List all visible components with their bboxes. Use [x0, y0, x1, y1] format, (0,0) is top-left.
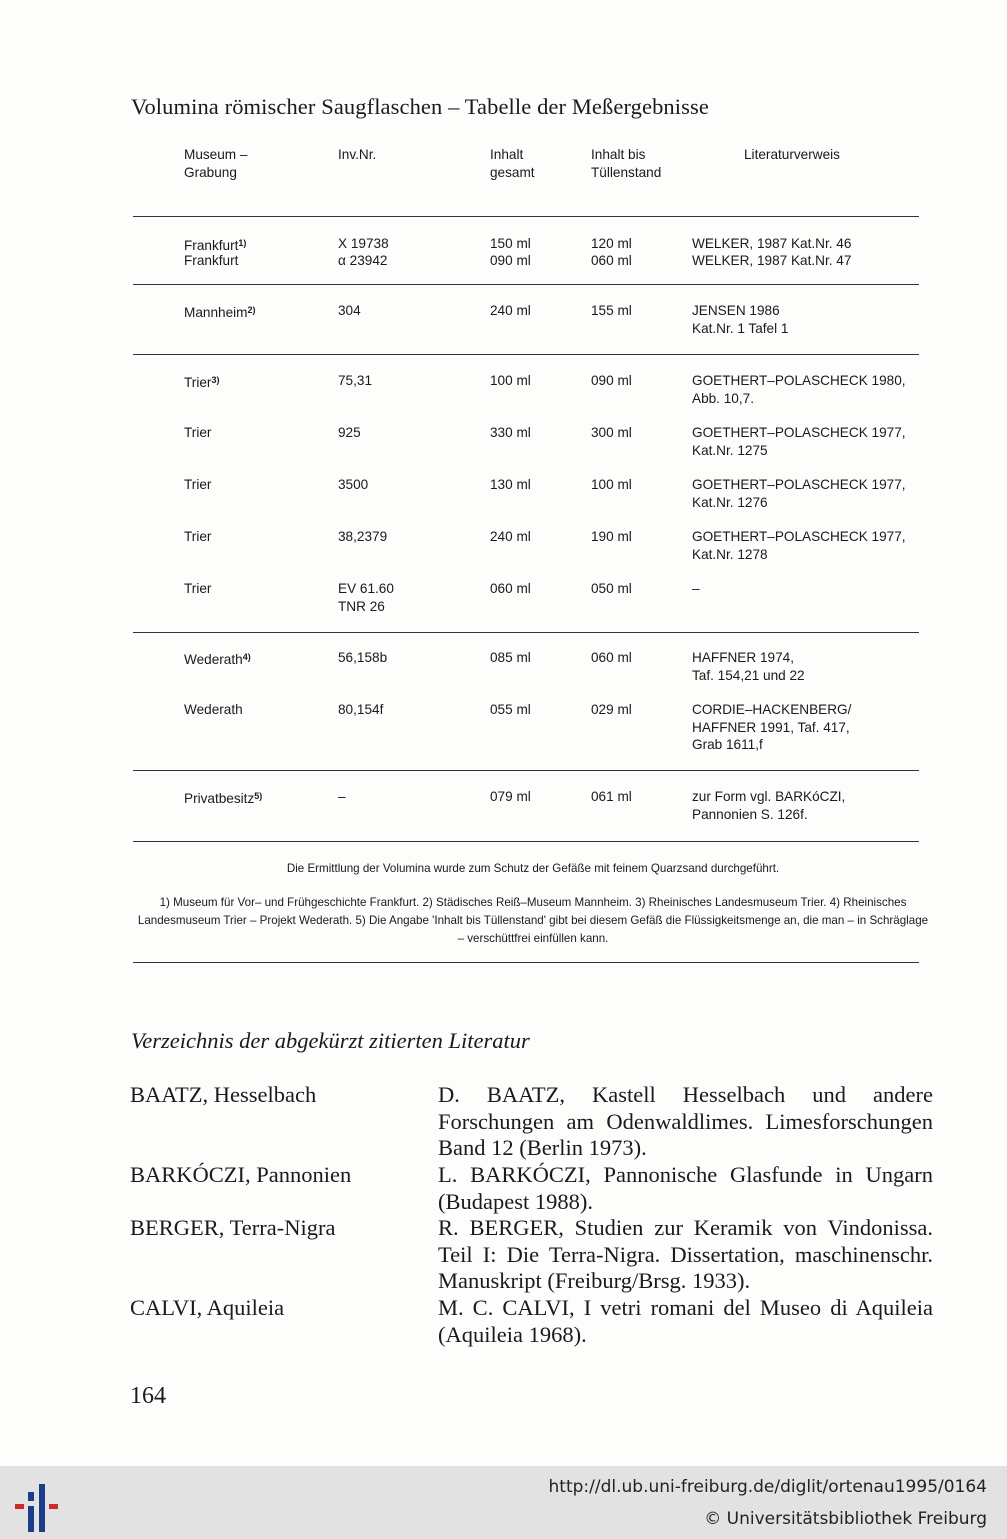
page-number: 164	[130, 1383, 166, 1409]
literature-key: CALVI, Aquileia	[130, 1295, 285, 1320]
cell-inv: 925	[338, 425, 361, 440]
cell-gesamt: 100 ml	[490, 373, 531, 388]
cell-gesamt: 060 ml	[490, 581, 531, 596]
cell-tuelle: 120 ml	[591, 236, 632, 251]
museum-name: Trier	[184, 425, 212, 440]
table-divider	[133, 770, 919, 771]
cell-literatur: JENSEN 1986 Kat.Nr. 1 Tafel 1	[692, 303, 789, 336]
header-gesamt: Inhalt gesamt	[490, 147, 535, 180]
header-literatur: Literaturverweis	[744, 147, 840, 162]
museum-name: Mannheim	[184, 305, 248, 320]
cell-gesamt: 240 ml	[490, 303, 531, 318]
museum-name: Trier	[184, 477, 212, 492]
cell-tuelle: 190 ml	[591, 529, 632, 544]
cell-gesamt: 055 ml	[490, 702, 531, 717]
table-divider	[133, 632, 919, 633]
method-note: Die Ermittlung der Volumina wurde zum Schutz der Gefäße mit feinem Quarzsand durchgeführt.	[286, 862, 780, 875]
cell-museum	[184, 424, 211, 442]
results-table	[133, 146, 923, 822]
literature-reference: D. BAATZ, Kastell Hesselbach und andere Forschungen am Odenwaldlimes. Limesforschungen Band 12 (Berlin 1973).	[438, 1082, 933, 1160]
ub-freiburg-logo-icon	[13, 1476, 65, 1532]
cell-literatur: GOETHERT–POLASCHECK 1977, Kat.Nr. 1278	[692, 529, 906, 562]
cell-tuelle: 100 ml	[591, 477, 632, 492]
cell-museum	[184, 788, 262, 808]
cell-inv: α 23942	[338, 253, 388, 268]
cell-museum	[184, 580, 211, 598]
table-divider	[133, 216, 919, 217]
cell-gesamt: 090 ml	[490, 253, 531, 268]
footnote-marker: 2)	[247, 305, 256, 315]
cell-inv: 304	[338, 303, 361, 318]
cell-tuelle: 029 ml	[591, 702, 632, 717]
table-divider	[133, 354, 919, 355]
cell-museum	[184, 476, 211, 494]
footnote-marker: 3)	[211, 375, 220, 385]
table-divider	[133, 284, 919, 285]
museum-name: Privatbesitz	[184, 791, 255, 806]
header-inv: Inv.Nr.	[338, 147, 377, 162]
literature-reference: L. BARKÓCZI, Pannonische Glasfunde in Ungarn (Budapest 1988).	[438, 1162, 933, 1214]
cell-inv: –	[338, 789, 346, 804]
museum-name: Wederath	[184, 652, 243, 667]
literature-key: BAATZ, Hesselbach	[130, 1082, 317, 1107]
divider	[133, 962, 919, 963]
cell-museum	[184, 302, 255, 322]
footnote-marker: 1)	[238, 238, 247, 248]
cell-tuelle: 090 ml	[591, 373, 632, 388]
cell-tuelle: 061 ml	[591, 789, 632, 804]
footer-bar	[0, 1466, 1007, 1539]
copyright-text: © Universitätsbibliothek Freiburg	[704, 1509, 987, 1529]
cell-inv: 80,154f	[338, 702, 384, 717]
cell-inv: 38,2379	[338, 529, 388, 544]
cell-museum	[184, 528, 211, 546]
cell-gesamt: 240 ml	[490, 529, 531, 544]
cell-gesamt: 150 ml	[490, 236, 531, 251]
cell-museum	[184, 252, 238, 270]
cell-museum	[184, 649, 251, 669]
cell-inv: 56,158b	[338, 650, 388, 665]
museum-name: Wederath	[184, 702, 243, 717]
museum-name: Trier	[184, 581, 212, 596]
cell-literatur: WELKER, 1987 Kat.Nr. 47	[692, 253, 852, 268]
cell-gesamt: 330 ml	[490, 425, 531, 440]
cell-museum	[184, 372, 219, 392]
museum-name: Frankfurt	[184, 253, 239, 268]
cell-gesamt: 085 ml	[490, 650, 531, 665]
museum-name: Trier	[184, 529, 212, 544]
museum-name: Frankfurt	[184, 238, 239, 253]
literature-reference: R. BERGER, Studien zur Keramik von Vindonissa. Teil I: Die Terra-Nigra. Dissertation, maschinenschr. Manuskript (Freiburg/Brsg. 1933).	[438, 1215, 933, 1293]
cell-tuelle: 060 ml	[591, 650, 632, 665]
footnotes: 1) Museum für Vor– und Frühgeschichte Frankfurt. 2) Städisches Reiß–Museum Mannheim. 3) Rheinisches Landesmuseum Trier. 4) Rheinisches Landesmuseum Trier – Projekt Wederath. 5) Die Angabe 'Inhalt bis Tüllenstand' gibt bei diesem Gefäß die Flüssigkeitsmenge an, die man – in Schräglage – verschüttfrei einfüllen kann.	[137, 896, 929, 945]
header-tuelle: Inhalt bis Tüllenstand	[591, 147, 662, 180]
literature-reference: M. C. CALVI, I vetri romani del Museo di Aquileia (Aquileia 1968).	[438, 1295, 933, 1347]
table-title: Volumina römischer Saugflaschen – Tabelle der Meßergebnisse	[131, 94, 709, 119]
literature-key: BARKÓCZI, Pannonien	[130, 1162, 352, 1187]
footnote-marker: 4)	[242, 652, 251, 662]
cell-tuelle: 050 ml	[591, 581, 632, 596]
cell-literatur: HAFFNER 1974, Taf. 154,21 und 22	[692, 650, 805, 683]
cell-gesamt: 130 ml	[490, 477, 531, 492]
cell-tuelle: 060 ml	[591, 253, 632, 268]
cell-gesamt: 079 ml	[490, 789, 531, 804]
cell-tuelle: 300 ml	[591, 425, 632, 440]
header-museum: Museum – Grabung	[184, 147, 248, 180]
museum-name: Trier	[184, 375, 212, 390]
cell-inv: EV 61.60 TNR 26	[338, 581, 394, 614]
cell-museum	[184, 701, 243, 719]
source-url-link[interactable]: http://dl.ub.uni-freiburg.de/diglit/ortenau1995/0164	[548, 1477, 987, 1497]
cell-literatur: GOETHERT–POLASCHECK 1980, Abb. 10,7.	[692, 373, 906, 406]
table-header	[133, 146, 923, 206]
table-divider	[133, 841, 919, 842]
cell-inv: 3500	[338, 477, 369, 492]
cell-inv: 75,31	[338, 373, 373, 388]
cell-literatur: WELKER, 1987 Kat.Nr. 46	[692, 236, 852, 251]
cell-literatur: GOETHERT–POLASCHECK 1977, Kat.Nr. 1275	[692, 425, 906, 458]
footnote-marker: 5)	[254, 791, 263, 801]
cell-literatur: GOETHERT–POLASCHECK 1977, Kat.Nr. 1276	[692, 477, 906, 510]
cell-tuelle: 155 ml	[591, 303, 632, 318]
literature-key: BERGER, Terra-Nigra	[130, 1215, 336, 1240]
cell-literatur: zur Form vgl. BARKóCZI, Pannonien S. 126f.	[692, 789, 846, 822]
cell-literatur: CORDIE–HACKENBERG/ HAFFNER 1991, Taf. 417, Grab 1611,f	[692, 702, 852, 752]
cell-inv: X 19738	[338, 236, 389, 251]
cell-literatur: –	[692, 581, 700, 596]
literature-heading: Verzeichnis der abgekürzt zitierten Literatur	[131, 1028, 530, 1053]
